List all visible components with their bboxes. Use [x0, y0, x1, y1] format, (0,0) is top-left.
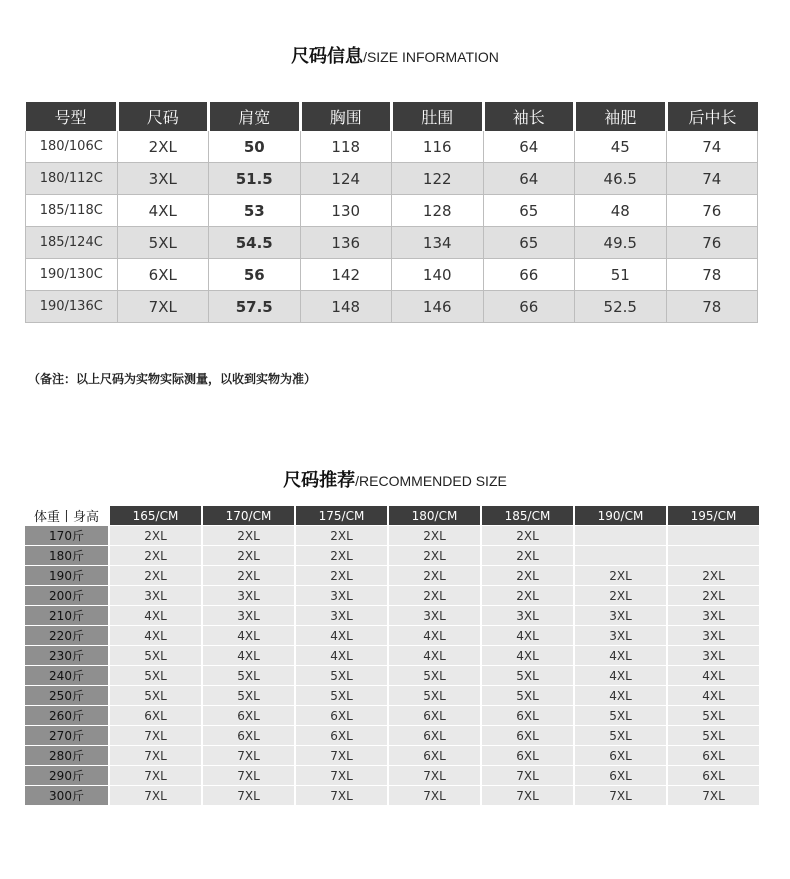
weight-label: 180斤	[28, 547, 106, 564]
size-info-cell: 185/118C	[26, 195, 118, 227]
recommended-size-cell: 3XL	[666, 645, 759, 665]
size-info-cell: 64	[483, 163, 575, 195]
measurement-note: （备注：以上尺码为实物实际测量，以收到实物为准）	[28, 372, 317, 386]
size-info-header-cell: 后中长	[666, 102, 758, 131]
recommended-size-cell: 2XL	[480, 585, 573, 605]
weight-cell	[25, 625, 108, 645]
weight-cell	[25, 785, 108, 805]
size-info-cell: 65	[483, 195, 575, 227]
recommended-size-cell: 6XL	[573, 745, 666, 765]
weight-label: 280斤	[28, 747, 106, 764]
size-info-cell: 130	[300, 195, 392, 227]
recommended-body	[25, 525, 759, 805]
size-info-cell: 134	[392, 227, 484, 259]
recommended-row	[25, 605, 759, 625]
recommended-size-cell: 2XL	[201, 565, 294, 585]
recommended-size-cell: 4XL	[480, 625, 573, 645]
recommended-row	[25, 625, 759, 645]
size-info-cell: 2XL	[117, 131, 209, 163]
size-info-header-cell: 肩宽	[209, 102, 301, 131]
recommended-size-cell: 3XL	[294, 605, 387, 625]
recommended-size-cell: 2XL	[108, 525, 201, 545]
recommended-size-cell: 6XL	[480, 705, 573, 725]
height-header-cell: 195/CM	[666, 506, 759, 525]
weight-label: 250斤	[28, 687, 106, 704]
size-info-row	[26, 227, 758, 259]
size-info-cell: 66	[483, 259, 575, 291]
recommended-size-cell: 3XL	[666, 625, 759, 645]
size-info-row	[26, 163, 758, 195]
recommended-size-cell: 7XL	[201, 745, 294, 765]
recommended-row	[25, 585, 759, 605]
weight-label: 240斤	[28, 667, 106, 684]
weight-cell	[25, 745, 108, 765]
recommended-size-cell: 5XL	[201, 665, 294, 685]
size-info-header-cell: 肚围	[392, 102, 484, 131]
recommended-size-cell: 6XL	[480, 725, 573, 745]
recommended-size-cell: 2XL	[294, 565, 387, 585]
recommended-size-cell: 5XL	[387, 685, 480, 705]
weight-cell	[25, 705, 108, 725]
recommended-size-cell: 4XL	[294, 625, 387, 645]
recommended-size-cell: 4XL	[666, 665, 759, 685]
size-info-cell: 66	[483, 291, 575, 323]
size-info-cell: 45	[575, 131, 667, 163]
size-info-cell: 180/106C	[26, 131, 118, 163]
recommended-size-cell: 3XL	[573, 625, 666, 645]
size-info-cell: 3XL	[117, 163, 209, 195]
size-info-cell: 185/124C	[26, 227, 118, 259]
size-info-cell: 180/112C	[26, 163, 118, 195]
recommended-size-cell: 2XL	[201, 525, 294, 545]
weight-label: 210斤	[28, 607, 106, 624]
weight-cell	[25, 685, 108, 705]
size-info-row	[26, 291, 758, 323]
recommended-size-cell: 5XL	[294, 685, 387, 705]
weight-cell	[25, 765, 108, 785]
size-info-cell: 52.5	[575, 291, 667, 323]
height-header-cell: 180/CM	[387, 506, 480, 525]
size-info-cell: 142	[300, 259, 392, 291]
size-info-header-cell: 号型	[26, 102, 118, 131]
size-info-cell: 50	[209, 131, 301, 163]
recommended-size-cell: 7XL	[387, 785, 480, 805]
recommended-size-cell: 2XL	[387, 585, 480, 605]
recommended-row	[25, 745, 759, 765]
height-header-cell: 165/CM	[108, 506, 201, 525]
recommended-size-cell: 6XL	[294, 705, 387, 725]
weight-label: 220斤	[28, 627, 106, 644]
size-info-cell: 78	[666, 259, 758, 291]
recommended-size-cell: 4XL	[108, 605, 201, 625]
recommended-size-cell: 4XL	[387, 645, 480, 665]
recommended-size-cell: 3XL	[201, 585, 294, 605]
recommended-title	[0, 466, 790, 492]
size-info-cell: 118	[300, 131, 392, 163]
recommended-row	[25, 765, 759, 785]
recommended-size-cell: 4XL	[108, 625, 201, 645]
weight-label: 190斤	[28, 567, 106, 584]
size-info-cell: 6XL	[117, 259, 209, 291]
recommended-size-cell: 7XL	[294, 765, 387, 785]
recommended-size-cell: 7XL	[480, 785, 573, 805]
recommended-size-cell: 2XL	[480, 565, 573, 585]
size-info-title-cn: 尺码信息	[291, 46, 364, 67]
recommended-size-cell: 4XL	[573, 685, 666, 705]
size-info-cell: 51.5	[209, 163, 301, 195]
weight-label: 270斤	[28, 727, 106, 744]
recommended-size-cell: 6XL	[294, 725, 387, 745]
size-info-cell: 54.5	[209, 227, 301, 259]
recommended-header-row	[25, 506, 759, 525]
recommended-size-cell: 3XL	[480, 605, 573, 625]
size-info-cell: 57.5	[209, 291, 301, 323]
recommended-size-cell: 2XL	[294, 545, 387, 565]
size-info-cell: 56	[209, 259, 301, 291]
recommended-size-cell: 7XL	[666, 785, 759, 805]
weight-cell	[25, 665, 108, 685]
weight-label: 230斤	[28, 647, 106, 664]
recommended-size-cell: 3XL	[387, 605, 480, 625]
recommended-size-cell: 6XL	[201, 705, 294, 725]
recommended-size-cell: 5XL	[108, 665, 201, 685]
size-info-cell: 64	[483, 131, 575, 163]
weight-cell	[25, 645, 108, 665]
weight-label: 300斤	[28, 787, 106, 804]
recommended-size-cell: 5XL	[387, 665, 480, 685]
size-info-header-cell: 胸围	[300, 102, 392, 131]
recommended-size-cell: 6XL	[666, 765, 759, 785]
height-header-cell: 175/CM	[294, 506, 387, 525]
weight-cell	[25, 585, 108, 605]
recommended-size-cell: 3XL	[573, 605, 666, 625]
recommended-size-cell: 3XL	[666, 605, 759, 625]
recommended-size-cell: 2XL	[387, 545, 480, 565]
weight-cell	[25, 525, 108, 545]
recommended-size-cell: 5XL	[480, 665, 573, 685]
recommended-size-cell: 3XL	[108, 585, 201, 605]
size-info-cell: 4XL	[117, 195, 209, 227]
size-info-cell: 53	[209, 195, 301, 227]
recommended-size-cell: 6XL	[387, 725, 480, 745]
recommended-size-cell: 7XL	[573, 785, 666, 805]
size-info-title-en: /SIZE INFORMATION	[363, 49, 499, 65]
size-info-cell: 74	[666, 163, 758, 195]
height-header-cell: 170/CM	[201, 506, 294, 525]
weight-label: 260斤	[28, 707, 106, 724]
recommended-size-cell	[666, 525, 759, 545]
recommended-row	[25, 545, 759, 565]
size-info-row	[26, 131, 758, 163]
recommended-row	[25, 565, 759, 585]
size-info-title	[0, 42, 790, 68]
recommended-size-cell: 5XL	[573, 705, 666, 725]
size-info-cell: 116	[392, 131, 484, 163]
recommended-size-cell: 6XL	[573, 765, 666, 785]
recommended-size-cell: 7XL	[201, 785, 294, 805]
size-info-row	[26, 259, 758, 291]
recommended-size-cell: 7XL	[108, 785, 201, 805]
recommended-size-cell	[666, 545, 759, 565]
weight-cell	[25, 725, 108, 745]
recommended-size-cell: 5XL	[573, 725, 666, 745]
recommended-size-cell: 3XL	[201, 605, 294, 625]
weight-cell	[25, 545, 108, 565]
recommended-row	[25, 685, 759, 705]
size-info-header-cell: 尺码	[117, 102, 209, 131]
size-info-body	[26, 131, 758, 323]
height-header-cell: 185/CM	[480, 506, 573, 525]
size-info-cell: 128	[392, 195, 484, 227]
recommended-size-cell: 2XL	[573, 585, 666, 605]
recommended-size-table	[25, 506, 759, 805]
weight-height-corner: 体重丨身高	[25, 506, 108, 525]
recommended-size-cell: 2XL	[294, 525, 387, 545]
recommended-size-cell: 5XL	[480, 685, 573, 705]
recommended-size-cell: 4XL	[294, 645, 387, 665]
recommended-size-cell: 4XL	[387, 625, 480, 645]
recommended-row	[25, 645, 759, 665]
recommended-size-cell: 6XL	[387, 705, 480, 725]
recommended-size-cell: 2XL	[108, 545, 201, 565]
weight-cell	[25, 565, 108, 585]
recommended-size-cell: 5XL	[666, 725, 759, 745]
recommended-row	[25, 785, 759, 805]
size-info-cell: 136	[300, 227, 392, 259]
recommended-size-cell: 5XL	[666, 705, 759, 725]
size-info-cell: 78	[666, 291, 758, 323]
recommended-size-cell: 7XL	[108, 725, 201, 745]
recommended-size-cell: 3XL	[294, 585, 387, 605]
height-header-cell: 190/CM	[573, 506, 666, 525]
recommended-size-cell: 7XL	[294, 785, 387, 805]
recommended-size-cell: 2XL	[480, 525, 573, 545]
size-info-cell: 46.5	[575, 163, 667, 195]
size-info-row	[26, 195, 758, 227]
recommended-size-cell: 2XL	[108, 565, 201, 585]
recommended-title-cn: 尺码推荐	[283, 470, 356, 491]
size-info-cell: 49.5	[575, 227, 667, 259]
recommended-size-cell: 4XL	[201, 625, 294, 645]
recommended-title-en: /RECOMMENDED SIZE	[355, 473, 507, 489]
recommended-size-cell: 4XL	[480, 645, 573, 665]
recommended-row	[25, 665, 759, 685]
recommended-size-cell	[573, 545, 666, 565]
weight-label: 170斤	[28, 527, 106, 544]
recommended-size-cell: 5XL	[294, 665, 387, 685]
recommended-size-cell: 6XL	[480, 745, 573, 765]
size-info-cell: 190/136C	[26, 291, 118, 323]
recommended-size-cell: 2XL	[387, 565, 480, 585]
size-info-cell: 48	[575, 195, 667, 227]
recommended-size-cell: 4XL	[573, 645, 666, 665]
recommended-row	[25, 725, 759, 745]
recommended-size-cell: 6XL	[108, 705, 201, 725]
recommended-size-cell	[573, 525, 666, 545]
size-info-header-cell: 袖长	[483, 102, 575, 131]
recommended-size-cell: 2XL	[201, 545, 294, 565]
size-info-header-row	[26, 102, 758, 131]
size-info-cell: 146	[392, 291, 484, 323]
recommended-size-cell: 4XL	[666, 685, 759, 705]
recommended-size-cell: 2XL	[480, 545, 573, 565]
recommended-size-cell: 7XL	[201, 765, 294, 785]
size-info-cell: 7XL	[117, 291, 209, 323]
size-info-cell: 74	[666, 131, 758, 163]
recommended-size-cell: 5XL	[108, 685, 201, 705]
recommended-size-cell: 7XL	[480, 765, 573, 785]
recommended-row	[25, 525, 759, 545]
size-info-cell: 5XL	[117, 227, 209, 259]
recommended-size-cell: 2XL	[666, 585, 759, 605]
weight-cell	[25, 605, 108, 625]
size-info-cell: 76	[666, 195, 758, 227]
recommended-size-cell: 7XL	[294, 745, 387, 765]
recommended-size-cell: 7XL	[387, 765, 480, 785]
recommended-size-cell: 6XL	[201, 725, 294, 745]
recommended-size-cell: 6XL	[387, 745, 480, 765]
recommended-size-cell: 4XL	[201, 645, 294, 665]
size-info-cell: 190/130C	[26, 259, 118, 291]
size-info-cell: 140	[392, 259, 484, 291]
weight-label: 200斤	[28, 587, 106, 604]
size-info-cell: 65	[483, 227, 575, 259]
recommended-size-cell: 2XL	[666, 565, 759, 585]
size-info-cell: 76	[666, 227, 758, 259]
size-info-cell: 124	[300, 163, 392, 195]
size-info-cell: 51	[575, 259, 667, 291]
recommended-size-cell: 4XL	[573, 665, 666, 685]
recommended-row	[25, 705, 759, 725]
recommended-size-cell: 2XL	[573, 565, 666, 585]
recommended-size-cell: 2XL	[387, 525, 480, 545]
recommended-size-cell: 6XL	[666, 745, 759, 765]
weight-label: 290斤	[28, 767, 106, 784]
recommended-size-cell: 7XL	[108, 745, 201, 765]
size-info-header-cell: 袖肥	[575, 102, 667, 131]
recommended-size-cell: 5XL	[108, 645, 201, 665]
size-info-cell: 148	[300, 291, 392, 323]
recommended-size-cell: 5XL	[201, 685, 294, 705]
recommended-size-cell: 7XL	[108, 765, 201, 785]
size-info-cell: 122	[392, 163, 484, 195]
size-info-table	[25, 102, 758, 323]
